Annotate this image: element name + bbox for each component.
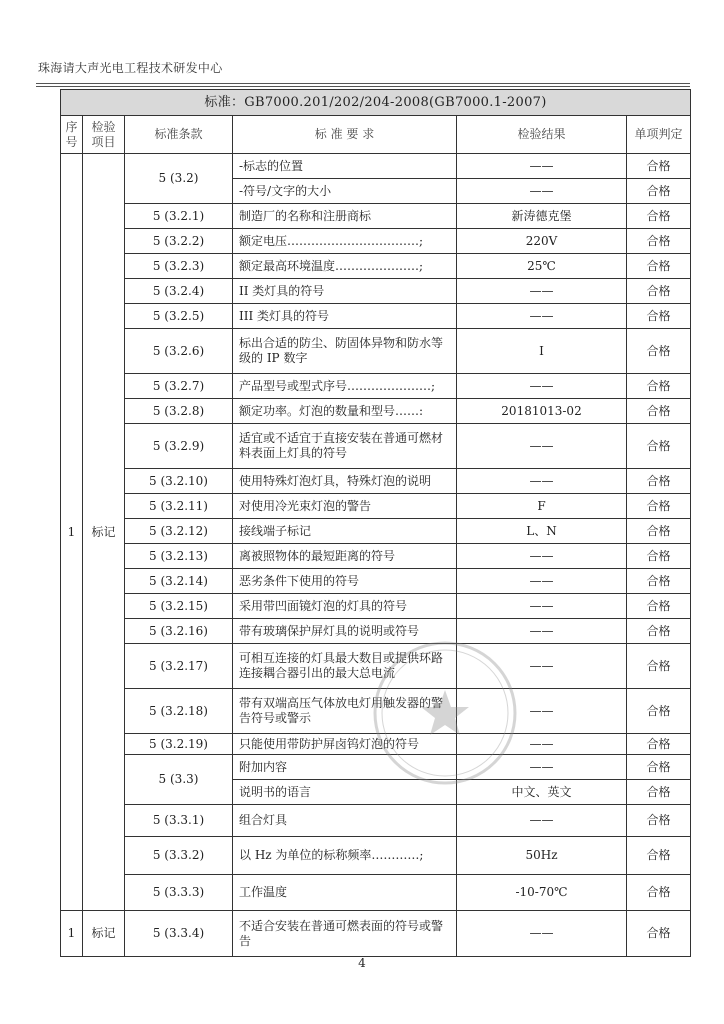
verdict-cell: 合格 [627,780,691,805]
table-row [61,229,691,254]
table-row [61,569,691,594]
requirement-cell: -标志的位置 [233,154,457,179]
verdict-cell: 合格 [627,229,691,254]
header-rule-top [36,83,690,84]
clause-cell: 5 (3.2.10) [125,469,233,494]
requirement-cell: 恶劣条件下使用的符号 [233,569,457,594]
clause-cell: 5 (3.3.3) [125,875,233,911]
requirement-cell: 产品型号或型式序号…………………; [233,374,457,399]
table-row [61,594,691,619]
requirement-cell: 带有玻璃保护屏灯具的说明或符号 [233,619,457,644]
table-row [61,329,691,374]
verdict-cell: 合格 [627,911,691,957]
verdict-cell: 合格 [627,519,691,544]
requirement-cell: 工作温度 [233,875,457,911]
verdict-cell: 合格 [627,755,691,780]
result-cell: 20181013-02 [457,399,627,424]
clause-cell: 5 (3.3.2) [125,837,233,875]
result-cell: —— [457,911,627,957]
clause-cell: 5 (3.2.17) [125,644,233,689]
verdict-cell: 合格 [627,329,691,374]
result-cell: —— [457,619,627,644]
verdict-cell: 合格 [627,494,691,519]
group-no: 1 [61,154,83,911]
requirement-cell: 附加内容 [233,755,457,780]
clause-cell: 5 (3.2.19) [125,734,233,755]
official-seal [370,638,520,788]
standard-title: 标准：GB7000.201/202/204-2008(GB7000.1-2007) [61,90,691,116]
result-cell: —— [457,544,627,569]
clause-cell: 5 (3.2.6) [125,329,233,374]
result-cell: —— [457,594,627,619]
requirement-cell: 标出合适的防尘、防固体异物和防水等级的 IP 数字 [233,329,457,374]
result-cell: —— [457,179,627,204]
table-row [61,279,691,304]
clause-cell: 5 (3.2.1) [125,204,233,229]
verdict-cell: 合格 [627,469,691,494]
requirement-cell: 说明书的语言 [233,780,457,805]
verdict-cell: 合格 [627,837,691,875]
requirement-cell: 使用特殊灯泡灯具，特殊灯泡的说明 [233,469,457,494]
header-rule-bottom [36,86,690,87]
table-row [61,519,691,544]
col-header-requirement: 标 准 要 求 [233,116,457,154]
result-cell: —— [457,374,627,399]
requirement-cell: 制造厂的名称和注册商标 [233,204,457,229]
verdict-cell: 合格 [627,644,691,689]
result-cell: —— [457,154,627,179]
clause-cell: 5 (3.2.5) [125,304,233,329]
organization-name: 珠海请大声光电工程技术研发中心 [38,61,223,75]
result-cell: -10-70℃ [457,875,627,911]
requirement-cell: 组合灯具 [233,805,457,837]
verdict-cell: 合格 [627,619,691,644]
verdict-cell: 合格 [627,424,691,469]
table-row [61,424,691,469]
verdict-cell: 合格 [627,544,691,569]
verdict-cell: 合格 [627,875,691,911]
group-no-2: 1 [61,911,83,957]
result-cell: 50Hz [457,837,627,875]
table-row [61,494,691,519]
result-cell: L、N [457,519,627,544]
requirement-cell: III 类灯具的符号 [233,304,457,329]
table-row [61,154,691,179]
inspection-table [60,89,691,957]
result-cell: —— [457,569,627,594]
result-cell: F [457,494,627,519]
clause-cell: 5 (3.2.13) [125,544,233,569]
result-cell: 25℃ [457,254,627,279]
requirement-cell: 对使用冷光束灯泡的警告 [233,494,457,519]
verdict-cell: 合格 [627,374,691,399]
group-item: 标记 [83,154,125,911]
table-row [61,544,691,569]
table-row [61,805,691,837]
verdict-cell: 合格 [627,569,691,594]
result-cell: —— [457,469,627,494]
requirement-cell: 适宜或不适宜于直接安装在普通可燃材料表面上灯具的符号 [233,424,457,469]
table-row [61,254,691,279]
verdict-cell: 合格 [627,179,691,204]
clause-cell: 5 (3.2.12) [125,519,233,544]
requirement-cell: 采用带凹面镜灯泡的灯具的符号 [233,594,457,619]
requirement-cell: 带有双端高压气体放电灯用触发器的警告符号或警示 [233,689,457,734]
requirement-cell: 离被照物体的最短距离的符号 [233,544,457,569]
group-item-2: 标记 [83,911,125,957]
table-row [61,837,691,875]
result-cell: 中文、英文 [457,780,627,805]
clause-cell: 5 (3.2.4) [125,279,233,304]
clause-cell: 5 (3.2.15) [125,594,233,619]
table-row [61,304,691,329]
verdict-cell: 合格 [627,689,691,734]
result-cell: 220V [457,229,627,254]
verdict-cell: 合格 [627,204,691,229]
clause-cell: 5 (3.2.14) [125,569,233,594]
result-cell: —— [457,734,627,755]
requirement-cell: -符号/文字的大小 [233,179,457,204]
requirement-cell: 接线端子标记 [233,519,457,544]
clause-cell: 5 (3.2.7) [125,374,233,399]
result-cell: —— [457,279,627,304]
table-row [61,399,691,424]
requirement-cell: II 类灯具的符号 [233,279,457,304]
verdict-cell: 合格 [627,734,691,755]
result-cell: —— [457,304,627,329]
clause-cell: 5 (3.2.11) [125,494,233,519]
requirement-cell: 额定电压……………………………; [233,229,457,254]
requirement-cell: 额定最高环境温度…………………; [233,254,457,279]
clause-cell: 5 (3.2) [125,154,233,204]
page-number: 4 [358,956,366,970]
verdict-cell: 合格 [627,594,691,619]
result-cell: Ⅰ [457,329,627,374]
clause-cell: 5 (3.2.2) [125,229,233,254]
requirement-cell: 额定功率。灯泡的数量和型号……: [233,399,457,424]
verdict-cell: 合格 [627,279,691,304]
clause-cell: 5 (3.2.3) [125,254,233,279]
clause-cell: 5 (3.2.16) [125,619,233,644]
col-header-result: 检验结果 [457,116,627,154]
requirement-cell: 可相互连接的灯具最大数目或提供环路连接耦合器引出的最大总电流 [233,644,457,689]
result-cell: —— [457,805,627,837]
verdict-cell: 合格 [627,399,691,424]
clause-cell: 5 (3.2.18) [125,689,233,734]
clause-cell: 5 (3.3.4) [125,911,233,957]
clause-cell: 5 (3.3) [125,755,233,805]
clause-cell: 5 (3.2.8) [125,399,233,424]
verdict-cell: 合格 [627,304,691,329]
table-row [61,204,691,229]
col-header-clause: 标准条款 [125,116,233,154]
clause-cell: 5 (3.3.1) [125,805,233,837]
verdict-cell: 合格 [627,154,691,179]
column-header-row [61,116,691,154]
col-header-verdict: 单项判定 [627,116,691,154]
verdict-cell: 合格 [627,805,691,837]
result-cell: —— [457,644,627,689]
table-row [61,374,691,399]
result-cell: —— [457,424,627,469]
requirement-cell: 以 Hz 为单位的标称频率…………; [233,837,457,875]
table-row [61,875,691,911]
requirement-cell: 不适合安装在普通可燃表面的符号或警告 [233,911,457,957]
col-header-item: 检验项目 [83,116,125,154]
requirement-cell: 只能使用带防护屏卤钨灯泡的符号 [233,734,457,755]
result-cell: 新涛德克堡 [457,204,627,229]
table-row [61,469,691,494]
clause-cell: 5 (3.2.9) [125,424,233,469]
verdict-cell: 合格 [627,254,691,279]
result-cell: —— [457,755,627,780]
col-header-no: 序号 [61,116,83,154]
table-row [61,911,691,957]
result-cell: —— [457,689,627,734]
